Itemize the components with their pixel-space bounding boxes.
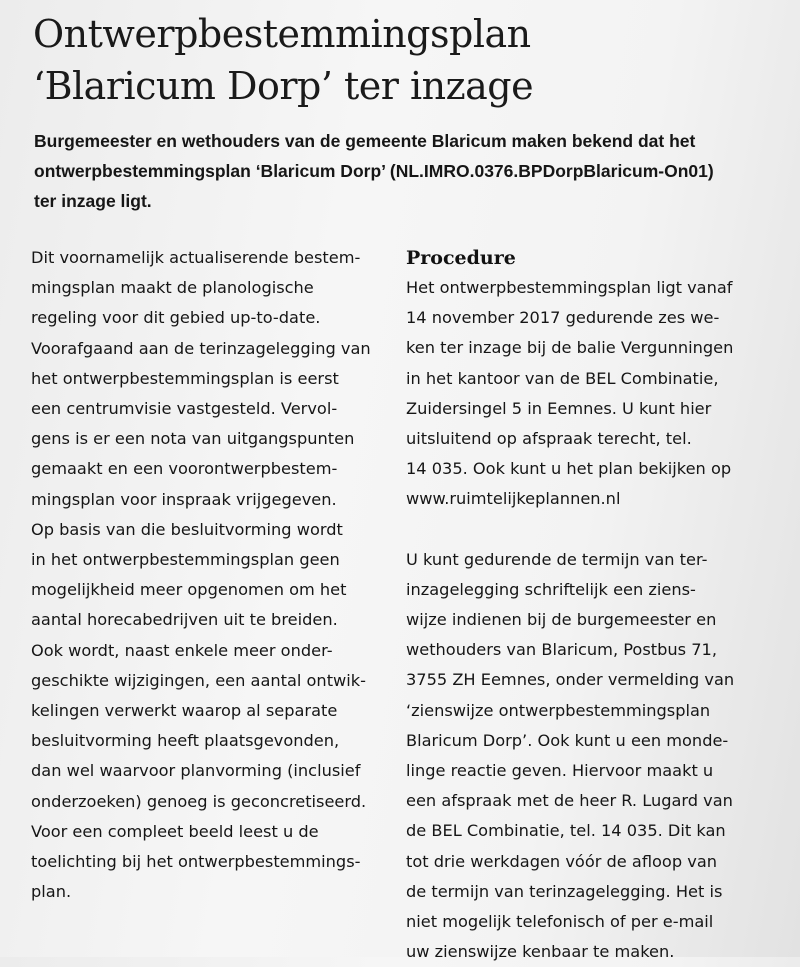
body-line: in het kantoor van de BEL Combinatie, [406, 368, 719, 388]
body-line: een afspraak met de heer R. Lugard van [406, 791, 733, 811]
body-line: mingsplan voor inspraak vrijgegeven. [31, 489, 337, 509]
body-line: Het ontwerpbestemmingsplan ligt vanaf [406, 278, 733, 297]
body-line: het ontwerpbestemmingsplan is eerst [31, 368, 339, 388]
notice-title [33, 8, 533, 112]
body-line: ken ter inzage bij de balie Vergunningen [406, 338, 734, 358]
body-line: besluitvorming heeft plaatsgevonden, [31, 731, 340, 751]
title-line: Ontwerpbestemmingsplan [33, 12, 531, 56]
body-line: de termijn van terinzagelegging. Het is [406, 881, 723, 901]
website-link[interactable]: www.ruimtelijkeplannen.nl [406, 489, 621, 509]
procedure-paragraph-1 [406, 273, 796, 515]
body-line: aantal horecabedrijven uit te breiden. [31, 610, 338, 630]
intro-line: ontwerpbestemmingsplan ‘Blaricum Dorp’ (NL.IMRO.0376.BPDorpBlaricum-On01) [34, 161, 714, 181]
body-line: linge reactie geven. Hiervoor maakt u [406, 761, 714, 781]
body-line: regeling voor dit gebied up-to-date. [31, 308, 321, 328]
body-line: wethouders van Blaricum, Postbus 71, [406, 640, 717, 660]
body-line: ‘zienswijze ontwerpbestemmingsplan [406, 700, 711, 720]
left-column [31, 243, 391, 907]
procedure-heading: Procedure [406, 247, 516, 269]
body-line: uw zienswijze kenbaar te maken. [406, 942, 675, 962]
body-line: 3755 ZH Eemnes, onder vermelding van [406, 670, 735, 690]
paragraph-gap [406, 515, 796, 545]
intro-line: ter inzage ligt. [34, 191, 152, 211]
intro-paragraph [34, 126, 794, 216]
body-line: Op basis van die besluitvorming wordt [31, 519, 343, 539]
body-line: een centrumvisie vastgesteld. Vervol- [31, 399, 338, 419]
body-line: toelichting bij het ontwerpbestemmings- [31, 852, 361, 872]
body-line: gens is er een nota van uitgangspunten [31, 429, 355, 449]
body-line: kelingen verwerkt waarop al separate [31, 701, 338, 721]
procedure-paragraph-2 [406, 545, 796, 967]
body-line: Voorafgaand aan de terinzagelegging van [31, 338, 371, 358]
body-line: tot drie werkdagen vóór de afloop van [406, 851, 718, 871]
body-line: Zuidersingel 5 in Eemnes. U kunt hier [406, 398, 712, 418]
body-line: niet mogelijk telefonisch of per e-mail [406, 912, 714, 932]
body-line: Blaricum Dorp’. Ook kunt u een monde- [406, 730, 729, 750]
body-line: in het ontwerpbestemmingsplan geen [31, 550, 340, 570]
body-line: 14 november 2017 gedurende zes we- [406, 308, 720, 328]
body-line: geschikte wijzigingen, een aantal ontwik- [31, 670, 366, 690]
body-line: plan. [31, 882, 72, 902]
body-line: wijze indienen bij de burgemeester en [406, 610, 717, 630]
body-line: inzagelegging schriftelijk een ziens- [406, 579, 696, 599]
body-line: mogelijkheid meer opgenomen om het [31, 580, 347, 600]
body-line: Ook wordt, naast enkele meer onder- [31, 640, 333, 660]
body-line: 14 035. Ook kunt u het plan bekijken op [406, 459, 732, 479]
body-line: Voor een compleet beeld leest u de [31, 821, 319, 841]
body-line: Dit voornamelijk actualiserende bestem- [31, 248, 361, 267]
body-line: U kunt gedurende de termijn van ter- [406, 549, 708, 569]
body-line: gemaakt en een voorontwerpbestem- [31, 459, 338, 479]
body-line: dan wel waarvoor planvorming (inclusief [31, 761, 361, 781]
title-line: ‘Blaricum Dorp’ ter inzage [33, 64, 534, 108]
body-line: de BEL Combinatie, tel. 14 035. Dit kan [406, 821, 726, 841]
right-column [406, 243, 796, 967]
intro-line: Burgemeester en wethouders van de gemeente Blaricum maken bekend dat het [34, 131, 696, 151]
body-line: onderzoeken) genoeg is geconcretiseerd. [31, 791, 367, 811]
body-line: uitsluitend op afspraak terecht, tel. [406, 429, 692, 449]
body-line: mingsplan maakt de planologische [31, 278, 314, 298]
